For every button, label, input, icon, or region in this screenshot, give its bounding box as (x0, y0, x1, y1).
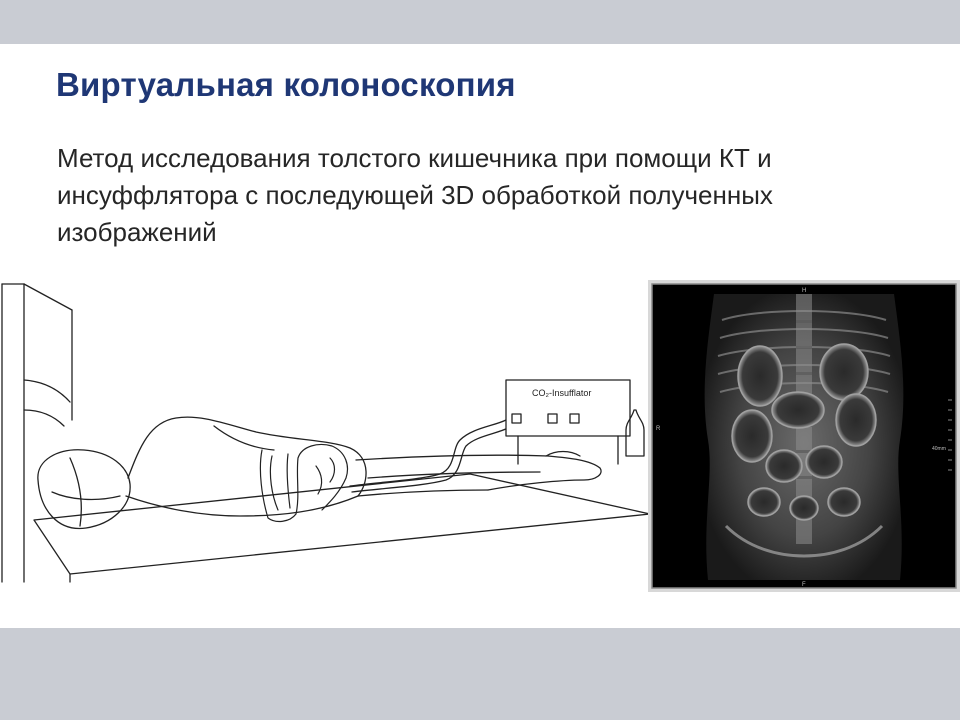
ct-label-left: R (656, 426, 661, 432)
colon-drawing (260, 445, 347, 522)
ct-label-scale: 40mm (932, 446, 946, 452)
slide-title: Виртуальная колоноскопия (56, 66, 516, 103)
ct-label-bottom: F (802, 582, 806, 588)
insufflator-label: CO₂-Insufflator (532, 388, 592, 398)
top-band (0, 0, 960, 44)
bottom-band (0, 628, 960, 720)
patient-insufflator-illustration (0, 270, 660, 600)
ct-scout-image (648, 280, 960, 592)
ct-gantry-drawing (2, 284, 72, 582)
slide-body-text: Метод исследования толстого кишечника при помощи КТ и инсуффлятора с последующей 3D обработкой полученных изображений (57, 143, 773, 247)
table-drawing (34, 474, 650, 582)
ct-label-top: H (802, 288, 807, 294)
